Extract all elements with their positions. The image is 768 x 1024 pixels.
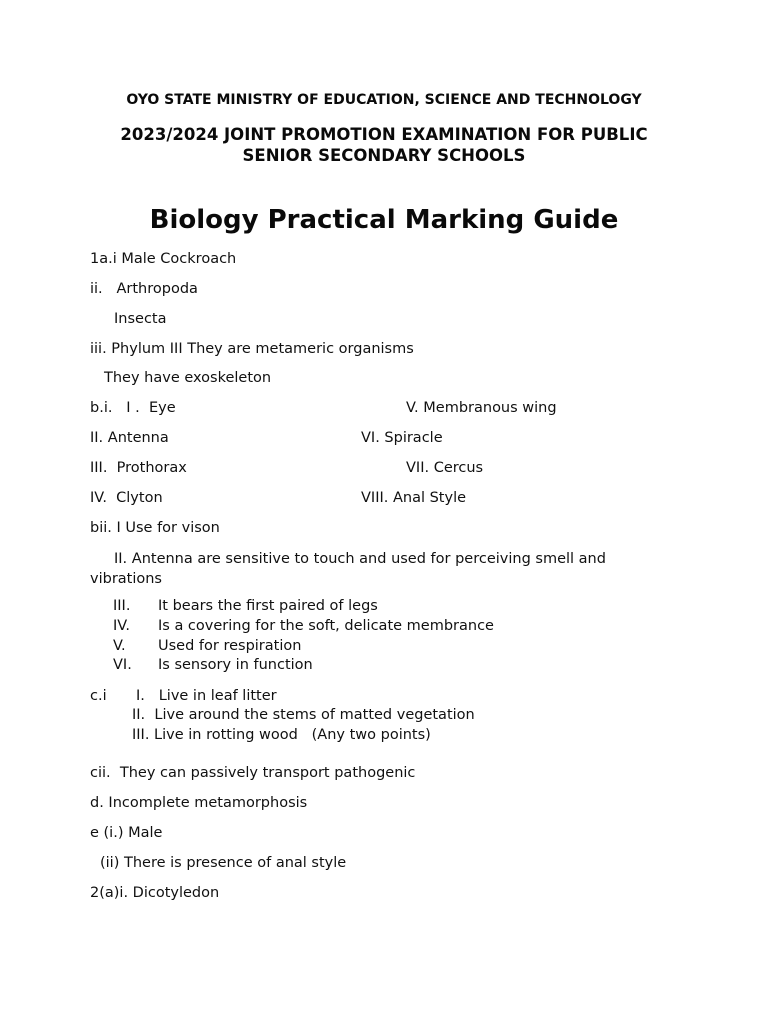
answer-1e-ii: (ii) There is presence of anal style [100,855,347,871]
exam-heading-line-1: 2023/2024 JOINT PROMOTION EXAMINATION FOR PUBLIC [120,125,648,144]
habitat-1: I. Live in leaf litter [136,688,277,704]
ministry-heading: OYO STATE MINISTRY OF EDUCATION, SCIENCE AND TECHNOLOGY [126,92,642,108]
function-text-4: Is a covering for the soft, delicate membrance [158,618,494,634]
habitat-2: II. Live around the stems of matted vegetation [132,707,475,723]
function-text-3: It bears the first paired of legs [158,598,378,614]
part-label-4: IV. Clyton [90,490,163,506]
function-num-6: VI. [113,657,132,673]
function-text-5: Used for respiration [158,638,302,654]
answer-2a-i: 2(a)i. Dicotyledon [90,885,220,901]
part-label-2: II. Antenna [90,430,169,446]
answer-1a-i: 1a.i Male Cockroach [90,251,237,267]
part-label-8: VIII. Anal Style [361,490,467,506]
answer-1a-ii-class: Insecta [114,311,167,327]
part-label-7: VII. Cercus [406,460,484,476]
answer-1bii-ii: II. Antenna are sensitive to touch and used for perceiving smell and vibrations [90,551,606,587]
part-label-5: V. Membranous wing [406,400,557,416]
function-num-5: V. [113,638,126,654]
document-title: Biology Practical Marking Guide [149,205,619,235]
exam-heading-line-2: SENIOR SECONDARY SCHOOLS [242,146,526,165]
answer-1a-iii: iii. Phylum III They are metameric organisms [90,341,414,357]
part-label-6: VI. Spiracle [361,430,443,446]
function-text-6: Is sensory in function [158,657,313,673]
answer-1a-iii-b: They have exoskeleton [104,370,272,386]
habitat-3: III. Live in rotting wood (Any two points) [132,727,431,743]
answer-1c-prefix: c.i [90,688,107,704]
function-num-4: IV. [113,618,130,634]
exam-heading [0,124,768,166]
answer-1bii-i: bii. I Use for vison [90,520,220,536]
answer-1a-ii: ii. Arthropoda [90,281,198,297]
function-num-3: III. [113,598,131,614]
answer-1e-i: e (i.) Male [90,825,163,841]
answer-1d: d. Incomplete metamorphosis [90,795,308,811]
part-label-1: b.i. I . Eye [90,400,176,416]
answer-1c-ii: cii. They can passively transport pathogenic [90,765,416,781]
part-label-3: III. Prothorax [90,460,187,476]
